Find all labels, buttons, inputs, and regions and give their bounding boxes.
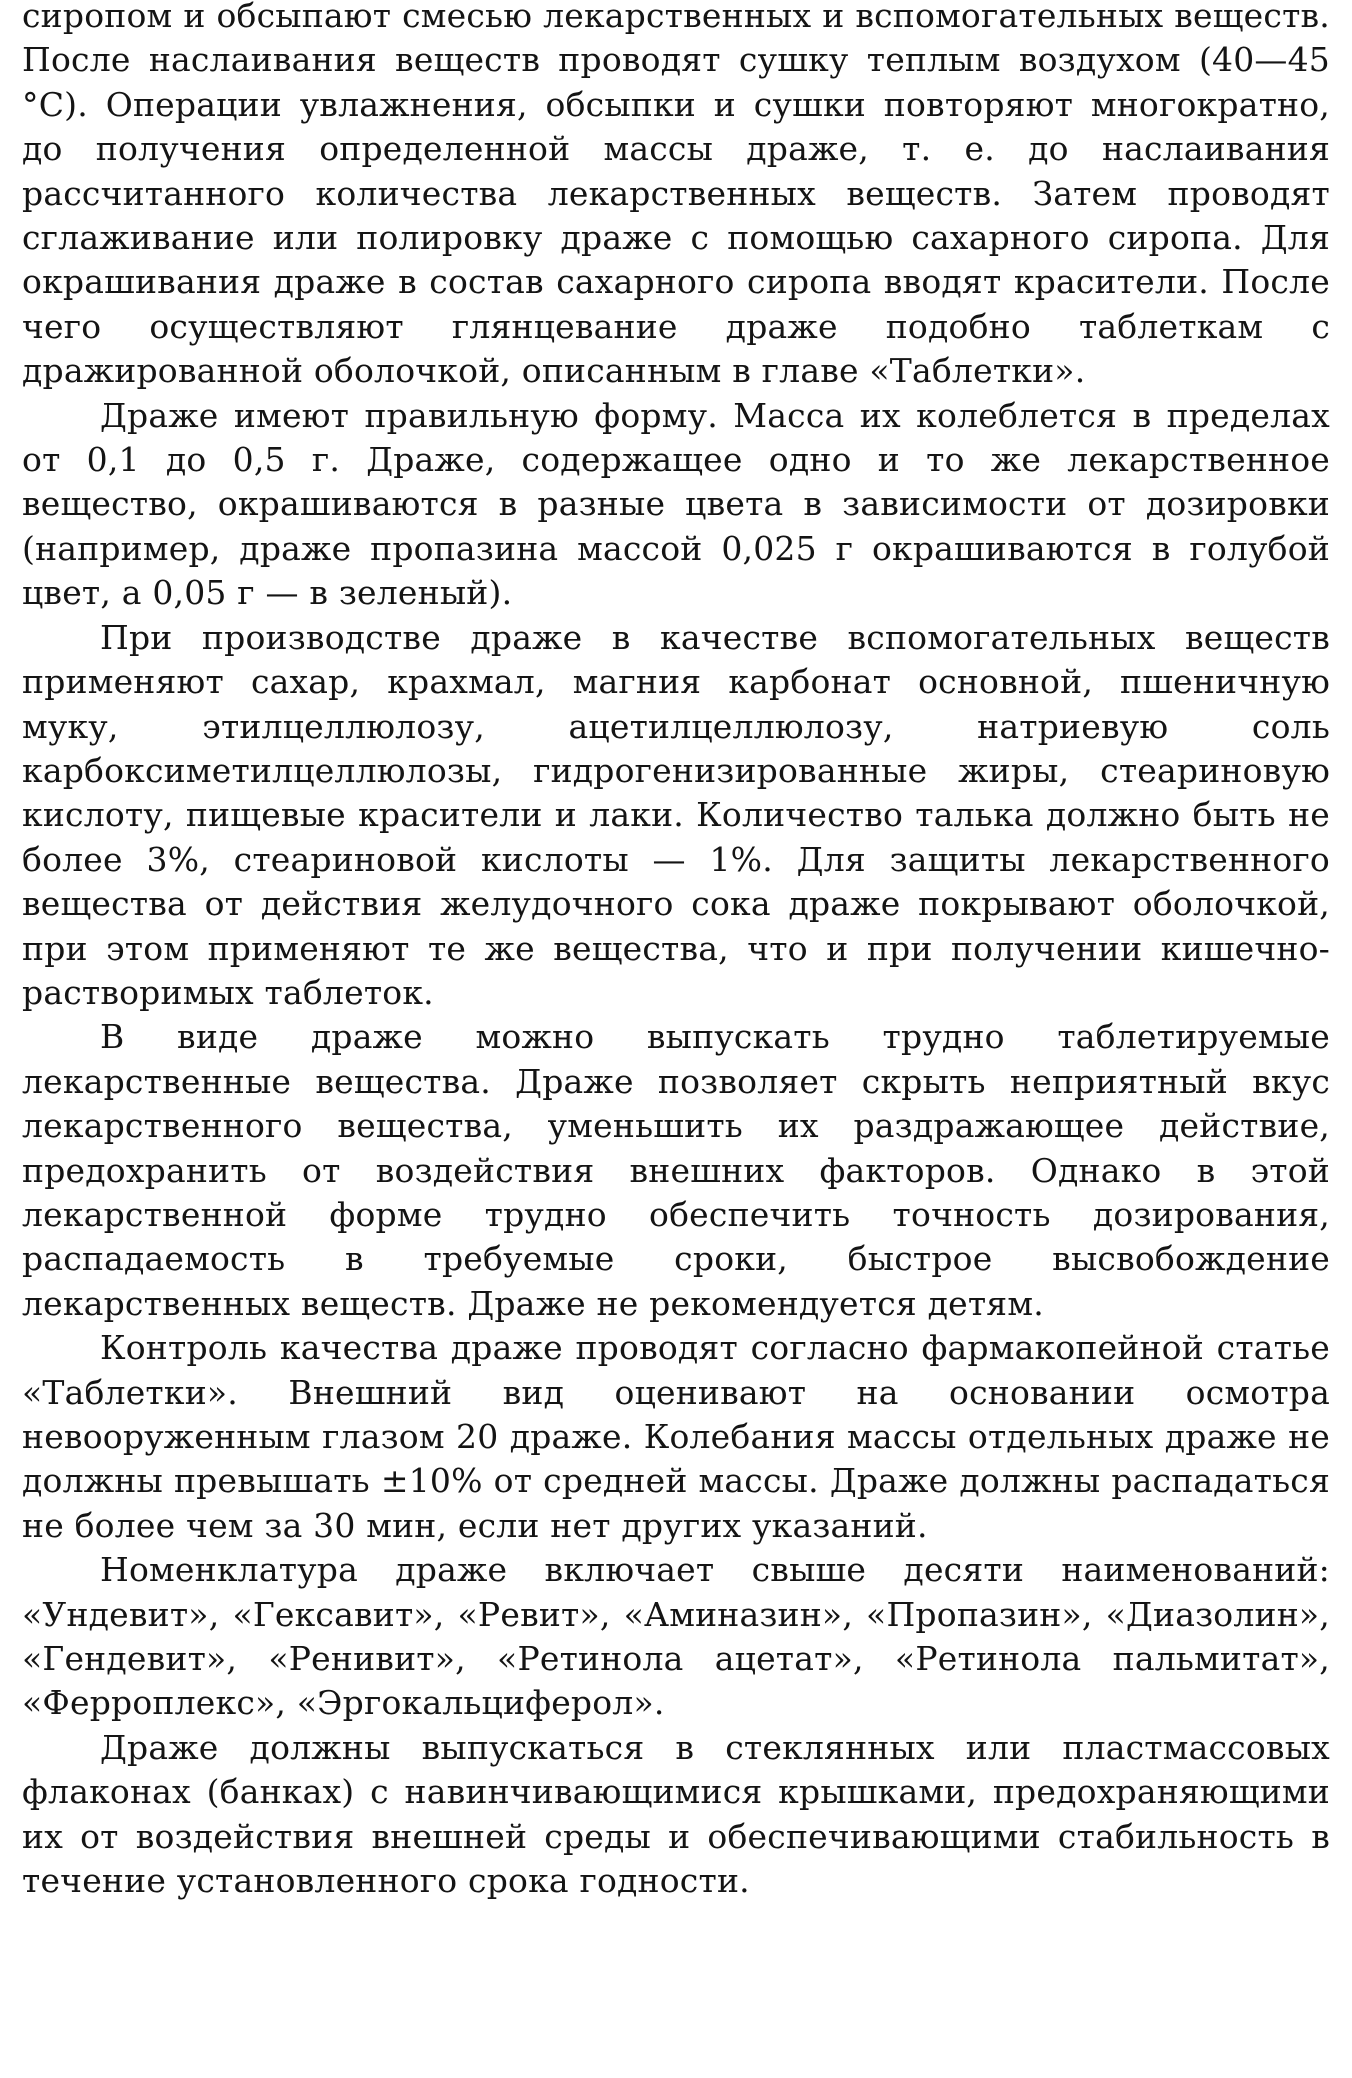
document-page <box>22 0 1330 1903</box>
paragraph-nomenclature: Номенклатура драже включает свыше десяти наименований: «Ундевит», «Гексавит», «Ревит», «Аминазин», «Пропазин», «Диазолин», «Гендевит», «Ренивит», «Ретинола ацетат», «Ретинола пальмитат», «Ферроплекс», «Эргокальциферол». <box>22 1550 1330 1723</box>
paragraph-advantages: В виде драже можно выпускать трудно таблетируемые лекарственные вещества. Драже позволяет скрыть неприятный вкус лекарственного вещества, уменьшить их раздражающее действие, предохранить от воздействия внешних факторов. Однако в этой лекарственной форме трудно обеспечить точность дозирования, распадаемость в требуемые сроки, быстрое высвобождение лекарственных веществ. Драже не рекомендуется детям. <box>22 1017 1330 1323</box>
paragraph-continuation: сиропом и обсыпают смесью лекарственных и вспомогательных веществ. После наслаивания веществ проводят сушку теплым воздухом (40—45 °С). Операции увлажнения, обсыпки и сушки повторяют многократно, до получения определенной массы драже, т. е. до наслаивания рассчитанного количества лекарственных веществ. Затем проводят сглаживание или полировку драже с помощью сахарного сиропа. Для окрашивания драже в состав сахарного сиропа вводят красители. После чего осуществляют глянцевание драже подобно таблеткам с дражированной оболочкой, описанным в главе «Таблетки». <box>22 0 1330 391</box>
paragraph-quality-control: Контроль качества драже проводят согласно фармакопейной статье «Таблетки». Внешний вид оценивают на основании осмотра невооруженным глазом 20 драже. Колебания массы отдельных драже не должны превышать ±10% от средней массы. Драже должны распадаться не более чем за 30 мин, если нет других указаний. <box>22 1328 1330 1545</box>
paragraph-dragee-form: Драже имеют правильную форму. Масса их колеблется в пределах от 0,1 до 0,5 г. Драже, содержащее одно и то же лекарственное вещество, окрашиваются в разные цвета в зависимости от дозировки (например, драже пропазина массой 0,025 г окрашиваются в голубой цвет, а 0,05 г — в зеленый). <box>22 395 1330 613</box>
paragraph-excipients: При производстве драже в качестве вспомогательных веществ применяют сахар, крахмал, магния карбонат основной, пшеничную муку, этилцеллюлозу, ацетилцеллюлозу, натриевую соль карбоксиметилцеллюлозы, гидрогенизированные жиры, стеариновую кислоту, пищевые красители и лаки. Количество талька должно быть не более 3%, стеариновой кислоты — 1%. Для защиты лекарственного вещества от действия желудочного сока драже покрывают оболочкой, при этом применяют те же вещества, что и при получении кишечно-растворимых таблеток. <box>22 617 1330 1012</box>
paragraph-packaging: Драже должны выпускаться в стеклянных или пластмассовых флаконах (банках) с навинчивающимися крышками, предохраняющими их от воздействия внешней среды и обеспечивающими стабильность в течение установленного срока годности. <box>22 1727 1330 1901</box>
